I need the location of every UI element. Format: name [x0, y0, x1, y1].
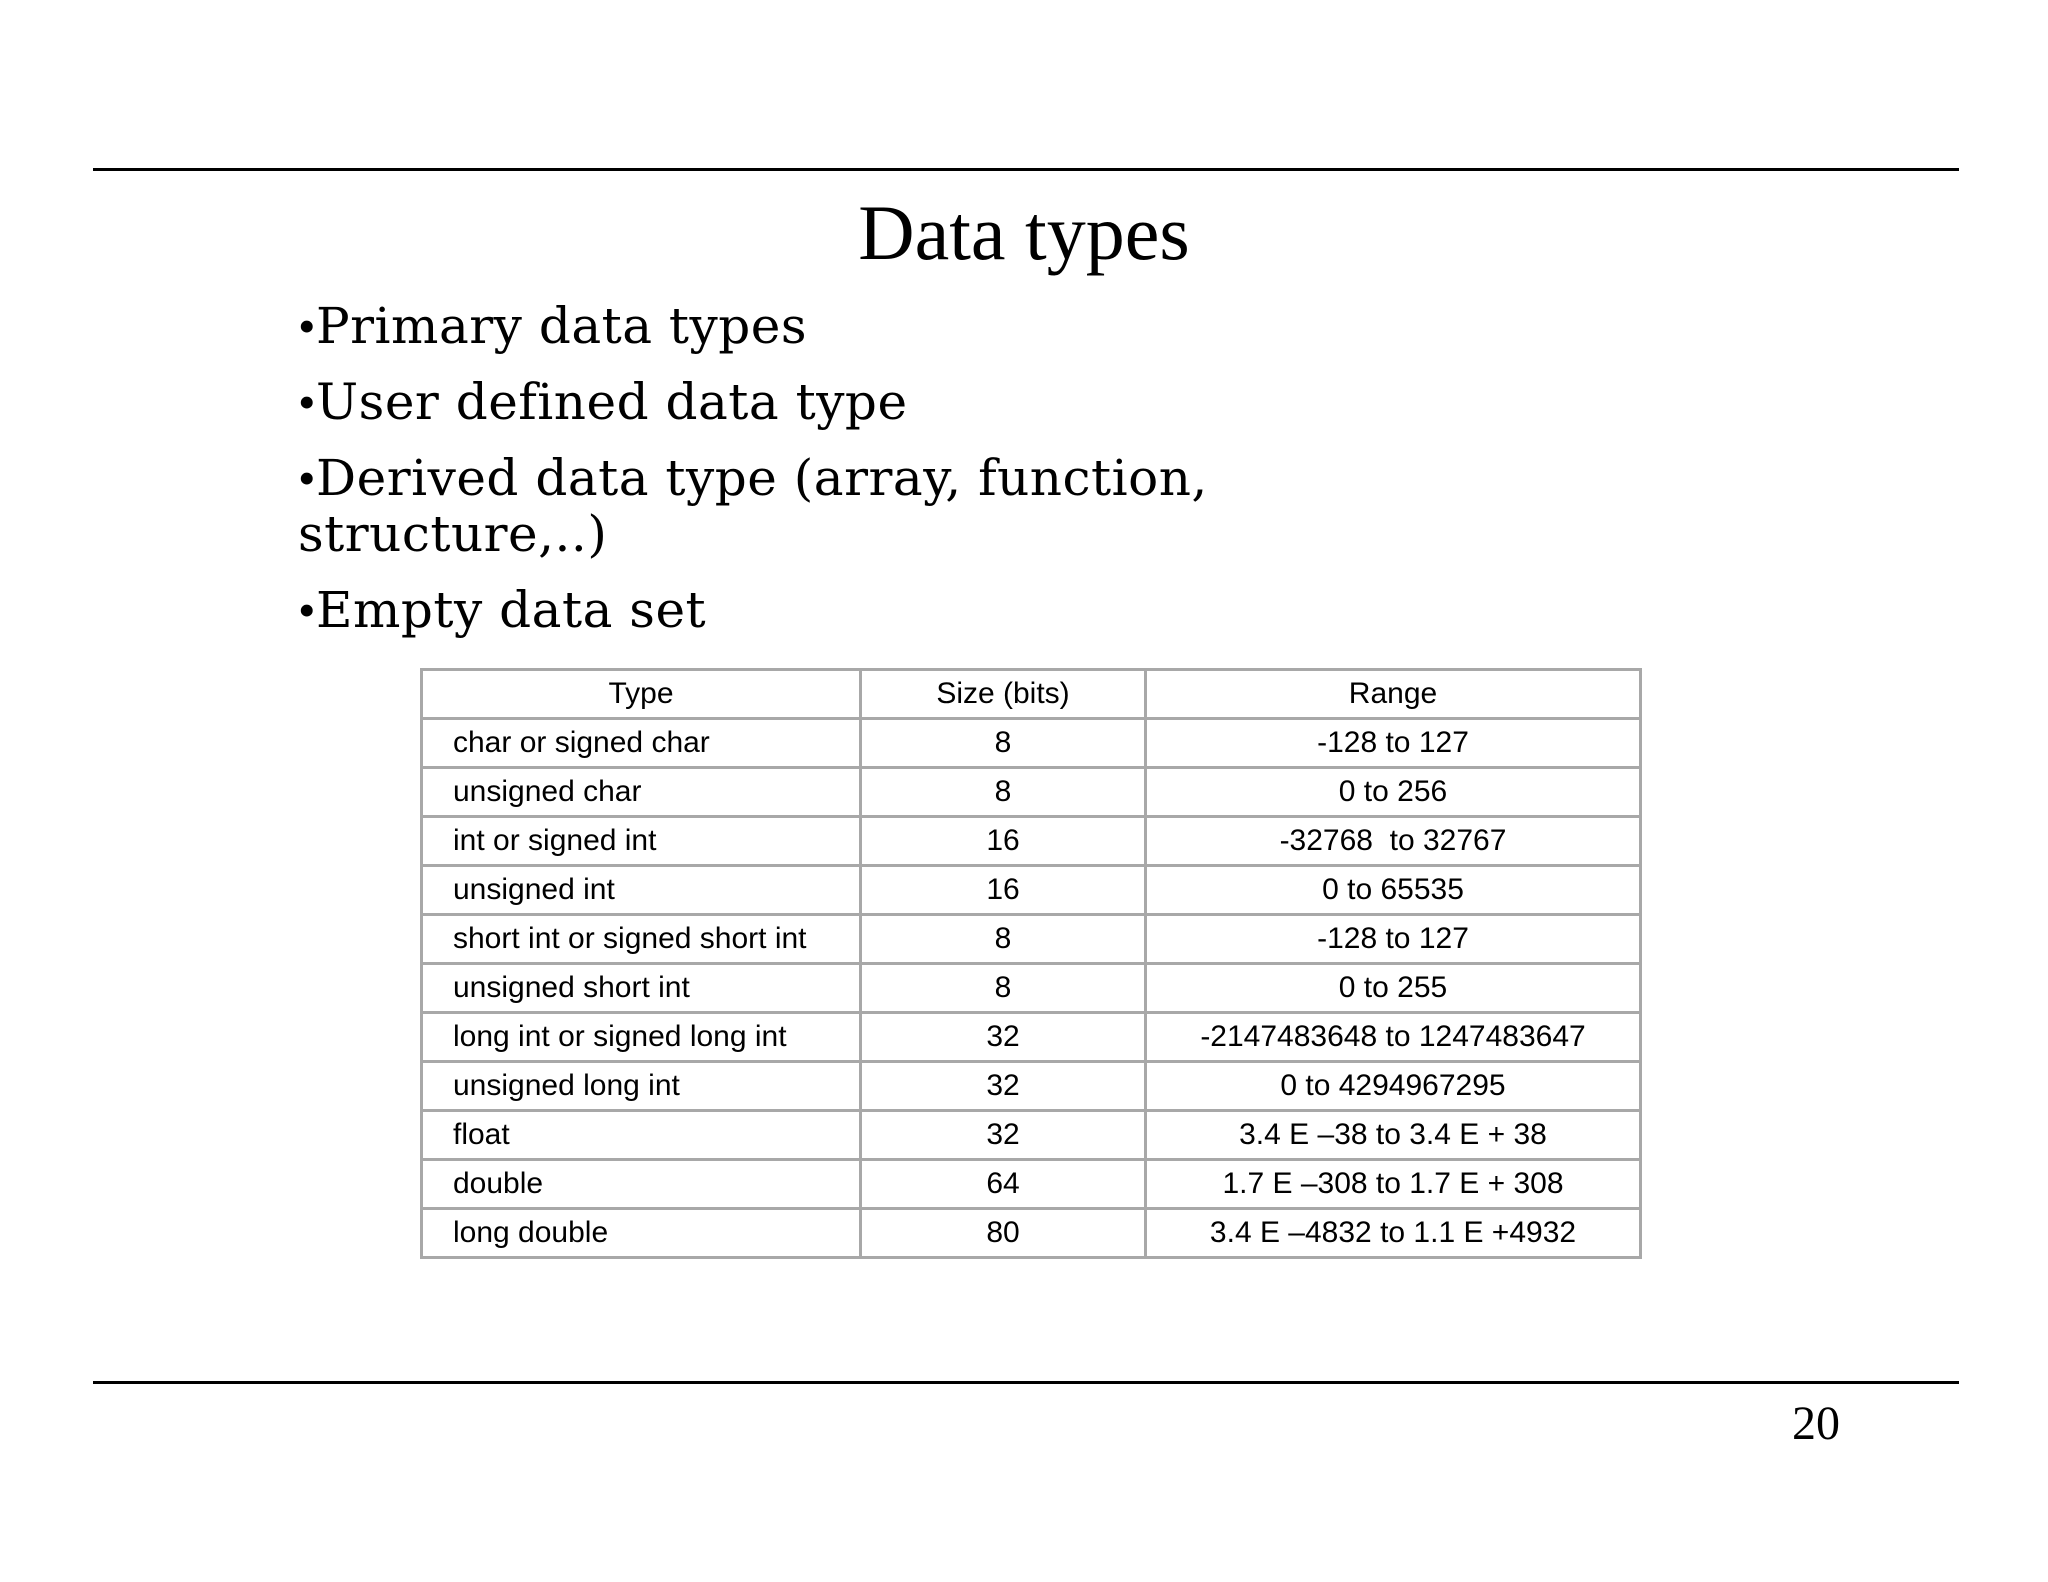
bullet-text: Derived data type (array, function, structure,..)	[298, 449, 1208, 563]
bullet-item	[298, 582, 1298, 638]
header-type: Type	[422, 670, 861, 719]
bullet-text: Empty data set	[316, 581, 707, 639]
cell-range: -128 to 127	[1146, 915, 1641, 964]
page-number: 20	[1792, 1397, 1840, 1450]
cell-size: 8	[861, 719, 1146, 768]
table-row	[422, 1062, 1641, 1111]
table-row	[422, 817, 1641, 866]
cell-type: unsigned long int	[422, 1062, 861, 1111]
cell-size: 8	[861, 915, 1146, 964]
table-row	[422, 1209, 1641, 1258]
cell-size: 32	[861, 1013, 1146, 1062]
cell-range: 0 to 255	[1146, 964, 1641, 1013]
bullet-marker: •	[298, 582, 317, 638]
cell-size: 32	[861, 1111, 1146, 1160]
table-row	[422, 964, 1641, 1013]
table-header-row	[422, 670, 1641, 719]
bullet-text: Primary data types	[316, 297, 808, 355]
table-row	[422, 1013, 1641, 1062]
cell-range: 0 to 65535	[1146, 866, 1641, 915]
cell-type: float	[422, 1111, 861, 1160]
table-row	[422, 915, 1641, 964]
cell-type: long int or signed long int	[422, 1013, 861, 1062]
cell-type: unsigned int	[422, 866, 861, 915]
bullet-text: User defined data type	[316, 373, 908, 431]
cell-type: unsigned char	[422, 768, 861, 817]
bullet-list	[298, 298, 1298, 658]
top-divider	[93, 168, 1959, 171]
cell-size: 8	[861, 768, 1146, 817]
header-range: Range	[1146, 670, 1641, 719]
cell-size: 64	[861, 1160, 1146, 1209]
table-row	[422, 1111, 1641, 1160]
cell-size: 16	[861, 817, 1146, 866]
cell-range: 3.4 E –38 to 3.4 E + 38	[1146, 1111, 1641, 1160]
cell-type: int or signed int	[422, 817, 861, 866]
cell-range: 1.7 E –308 to 1.7 E + 308	[1146, 1160, 1641, 1209]
table-row	[422, 1160, 1641, 1209]
cell-type: char or signed char	[422, 719, 861, 768]
cell-range: -2147483648 to 1247483647	[1146, 1013, 1641, 1062]
table-row	[422, 768, 1641, 817]
cell-range: -128 to 127	[1146, 719, 1641, 768]
header-size: Size (bits)	[861, 670, 1146, 719]
cell-range: 3.4 E –4832 to 1.1 E +4932	[1146, 1209, 1641, 1258]
bullet-marker: •	[298, 374, 317, 430]
cell-type: double	[422, 1160, 861, 1209]
bullet-item	[298, 450, 1258, 562]
cell-range: -32768 to 32767	[1146, 817, 1641, 866]
table-row	[422, 866, 1641, 915]
cell-size: 80	[861, 1209, 1146, 1258]
cell-size: 16	[861, 866, 1146, 915]
table-row	[422, 719, 1641, 768]
data-types-table	[420, 668, 1642, 1259]
bullet-item	[298, 298, 1298, 354]
cell-size: 8	[861, 964, 1146, 1013]
cell-range: 0 to 256	[1146, 768, 1641, 817]
bullet-marker: •	[298, 450, 317, 506]
cell-range: 0 to 4294967295	[1146, 1062, 1641, 1111]
cell-size: 32	[861, 1062, 1146, 1111]
slide-title: Data types	[858, 189, 1190, 276]
cell-type: short int or signed short int	[422, 915, 861, 964]
cell-type: unsigned short int	[422, 964, 861, 1013]
cell-type: long double	[422, 1209, 861, 1258]
bottom-divider	[93, 1381, 1959, 1384]
bullet-marker: •	[298, 298, 317, 354]
bullet-item	[298, 374, 1298, 430]
